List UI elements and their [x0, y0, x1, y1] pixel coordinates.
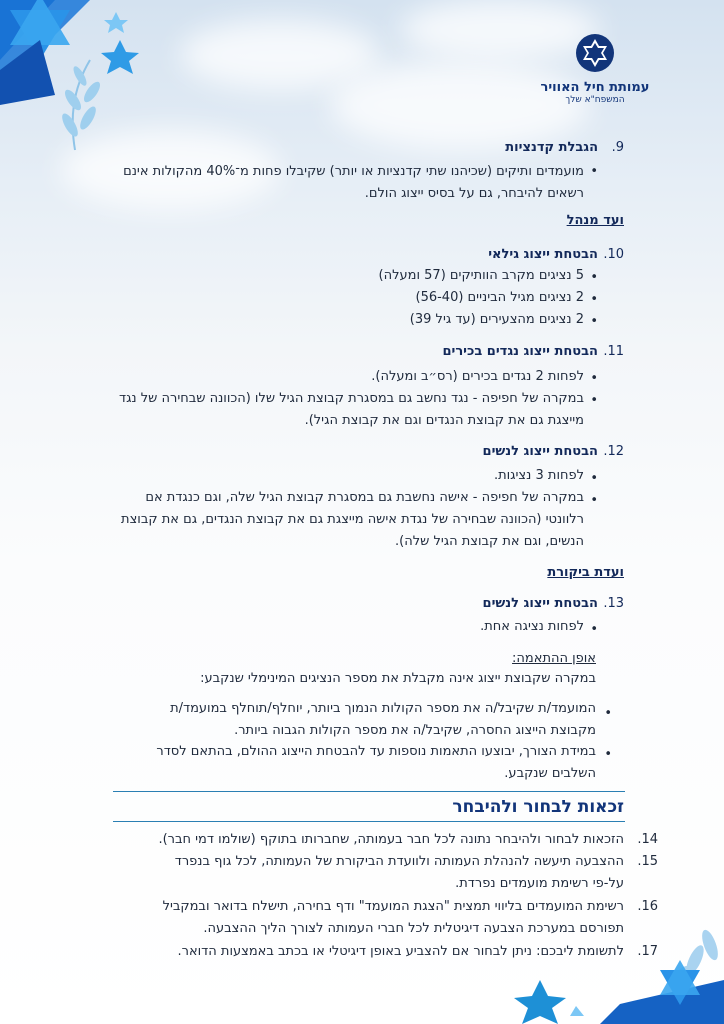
bullet-text: השלבים שנקבע. [504, 766, 596, 781]
bullet-text: 2 נציגים מהצעירים (עד גיל 39) [409, 312, 584, 327]
item-heading [442, 344, 624, 359]
section-divider [113, 791, 625, 792]
item-heading [483, 596, 624, 611]
bullet-dot: • [590, 270, 598, 285]
bullet-text: הנשים, וגם את קבוצת הגיל שלה). [395, 534, 584, 549]
item-heading [483, 444, 624, 459]
item-heading [505, 140, 624, 155]
item-number: 11. [603, 344, 624, 359]
item-number: 14. [637, 832, 658, 847]
bullet-text: רשאים להיבחר, גם על בסיס ייצוג הולם. [364, 186, 584, 201]
item-number: 10. [603, 247, 624, 262]
bullet-text: המועמד/ת שקיבל/ה את מספר הקולות הנמוך ביותר, יוחלף/תוחלף במועמד/ת [170, 701, 596, 716]
bullet-dot: • [604, 706, 612, 721]
organization-name: עמותת חיל האוויר [540, 80, 650, 95]
item-number: 9. [611, 140, 624, 155]
bullet-text: 2 נציגים מגיל הביניים (56-40) [415, 290, 584, 305]
item-text: לתשומת ליבכם: ניתן לבחור אם להצביע באופן דיגיטלי או בכתב באמצעות הדואר. [177, 944, 624, 959]
bullet-dot: • [590, 393, 598, 408]
bullet-text: מייצגת גם את קבוצת הנגדים וגם את קבוצת הגיל). [304, 413, 584, 428]
bullet-text: במידת הצורך, יבוצעו התאמות נוספות עד להבטחת הייצוג ההולם, בהתאם לסדר [156, 744, 596, 759]
item-text: הזכאות לבחור ולהיבחר נתונה לכל חבר בעמותה, שחברותו בתוקף (שולמו דמי חבר). [158, 832, 624, 847]
item-title: הבטחת ייצוג לנשים [482, 444, 598, 459]
bullet-dot: • [590, 471, 598, 486]
numbered-item [163, 896, 658, 918]
item-text-continued: על-פי רשימת מועמדים נפרדת. [455, 876, 624, 891]
bullet-dot: • [604, 747, 612, 762]
item-title: הבטחת ייצוג גילאי [488, 247, 598, 262]
bullet-text: מקבוצת הייצוג החסרה, שקיבל/ה את מספר הקולות הגבוה ביותר. [234, 723, 596, 738]
adjustment-intro: במקרה שקבוצת ייצוג אינה מקבלת את מספר הנציגים המינימלי שנקבע: [200, 671, 596, 686]
item-title: הבטחת ייצוג נגדים בכירים [442, 344, 598, 359]
bullet-text: 5 נציגים מקרב הוותיקים (57 ומעלה) [378, 268, 584, 283]
bullet-text: במקרה של חפיפה - נגד נחשב גם במסגרת קבוצת הגיל שלו (הכוונה שבחירה של נגד [118, 391, 584, 406]
bullet-dot: • [590, 622, 598, 637]
bullet-text: לפחות 2 נגדים בכירים (רס״ב ומעלה). [371, 369, 584, 384]
item-number: 16. [637, 899, 658, 914]
item-number: 12. [603, 444, 624, 459]
bullet-dot: • [590, 292, 598, 307]
bullet-text: לפחות נציגה אחת. [480, 619, 584, 634]
numbered-item [158, 829, 658, 851]
numbered-item [175, 851, 658, 873]
bullet-text: לפחות 3 נציגות. [493, 468, 584, 483]
section-subtitle-board: ועד מנהל [566, 213, 624, 228]
numbered-item [177, 941, 658, 963]
item-title: הגבלת קדנציות [505, 140, 598, 155]
section-subtitle-audit: ועדת ביקורת [547, 565, 624, 580]
organization-logo [520, 32, 670, 105]
section-divider [113, 821, 625, 822]
star-of-david-logo-icon [574, 32, 616, 74]
bullet-dot: • [590, 493, 598, 508]
item-number: 15. [637, 854, 658, 869]
item-number: 13. [603, 596, 624, 611]
item-title: הבטחת ייצוג לנשים [482, 596, 598, 611]
bullet-dot: • [590, 164, 598, 179]
adjustment-heading: אופן ההתאמה: [512, 651, 596, 666]
item-text: רשימת המועמדים בליווי תמצית "הצגת המועמד" ודף בחירה, תישלח בדואר ובמקביל [162, 899, 624, 914]
section-title-voting-rights: זכאות לבחור ולהיבחר [452, 797, 624, 817]
bullet-dot: • [590, 371, 598, 386]
item-number: 17. [637, 944, 658, 959]
bullet-text: במקרה של חפיפה - אישה נחשבת גם במסגרת קבוצת הגיל שלה, וגם כנגדת אם [145, 490, 584, 505]
item-text: ההצבעה תיעשה להנהלת העמותה ולוועדת הביקורת של העמותה, לכל גוף בנפרד [174, 854, 624, 869]
item-text-continued: תפורסם במערכת הצבעה דיגיטלית לכל חברי העמותה לצורך הליך ההצבעה. [203, 921, 624, 936]
bullet-text: מועמדים ותיקים (שכיהנו שתי קדנציות או יותר) שקיבלו פחות מ־40% מהקולות אינם [123, 164, 584, 179]
bullet-dot: • [590, 314, 598, 329]
item-heading [488, 247, 624, 262]
bullet-text: רלוונטי (הכוונה שבחירה של נגדת אישה מייצגת גם את קבוצת הנגדים, גם את קבוצת [121, 512, 584, 527]
organization-tagline: המשפח"א שלך [565, 95, 625, 105]
